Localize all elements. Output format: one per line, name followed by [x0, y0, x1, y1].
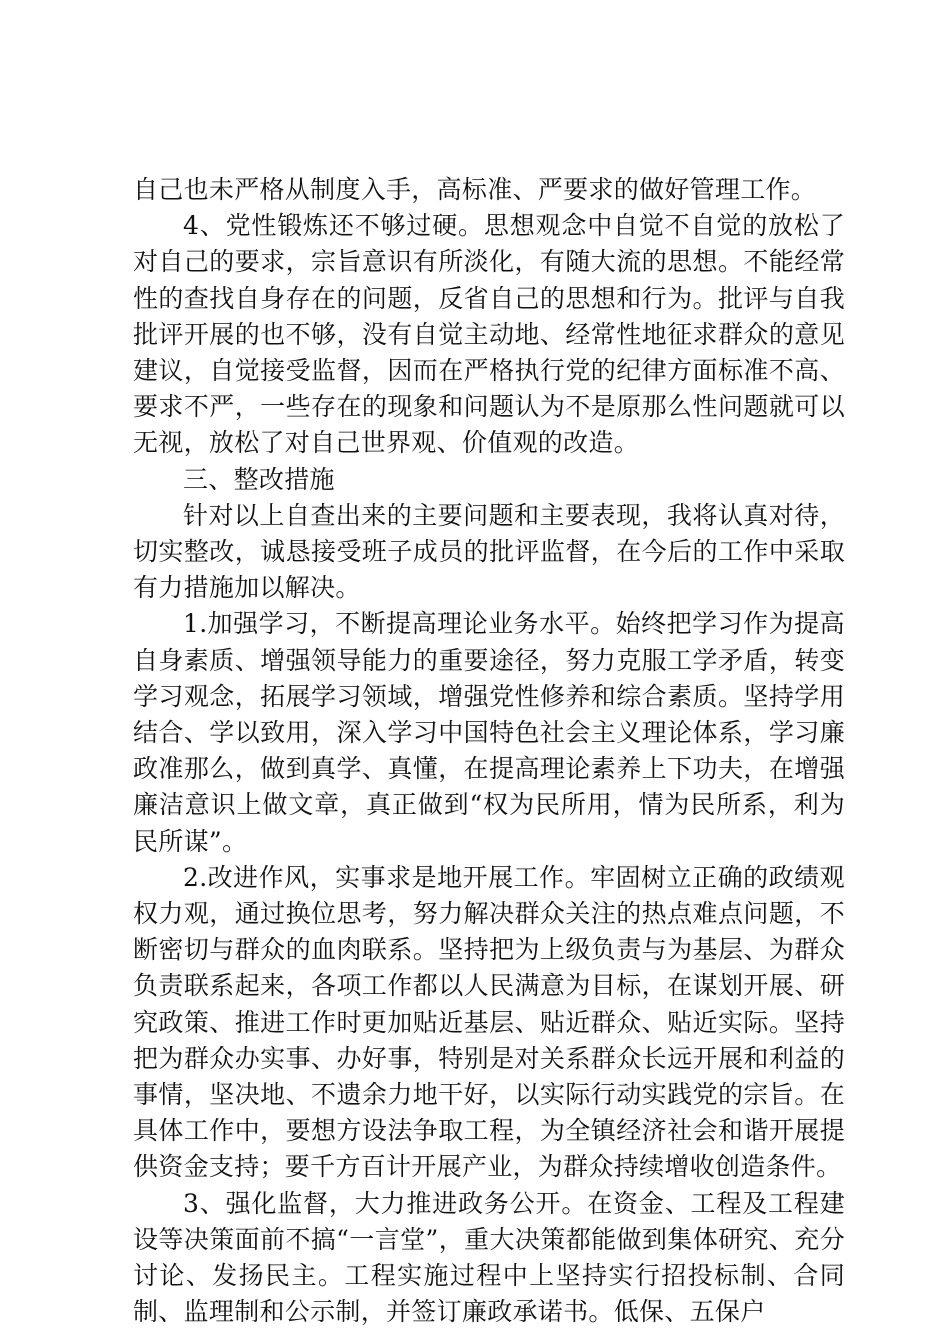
- paragraph-continuation: 自己也未严格从制度入手，高标准、严要求的做好管理工作。: [133, 175, 817, 204]
- paragraph-measure-supervision: 3、强化监督，大力推进政务公开。在资金、工程及工程建设等决策面前不搞“一言堂”，重大决策都能做到集体研究、充分讨论、发扬民主。工程实施过程中上坚持实行招投标制、合同制、监理制和公示制，并签订廉政承诺书。低保、五保户: [133, 1188, 845, 1327]
- paragraph-measure-work-style: 2.改进作风，实事求是地开展工作。牢固树立正确的政绩观权力观，通过换位思考，努力解决群众关注的热点难点问题，不断密切与群众的血肉联系。坚持把为上级负责与为基层、为群众负责联系起来，各项工作都以人民满意为目标，在谋划开展、研究政策、推进工作时更加贴近基层、贴近群众、贴近实际。坚持把为群众办实事、办好事，特别是对关系群众长远开展和利益的事情，坚决地、不遗余力地干好，以实际行动实践党的宗旨。在具体工作中，要想方设法争取工程，为全镇经济社会和谐开展提供资金支持；要千方百计开展产业，为群众持续增收创造条件。: [133, 862, 845, 1182]
- document-body: [133, 172, 845, 1331]
- paragraph-intro-measures: 针对以上自查出来的主要问题和主要表现，我将认真对待，切实整改，诚恳接受班子成员的批评监督，在今后的工作中采取有力措施加以解决。: [133, 500, 845, 603]
- paragraph-party-spirit: 4、党性锻炼还不够过硬。思想观念中自觉不自觉的放松了对自己的要求，宗旨意识有所淡化，有随大流的思想。不能经常性的查找自身存在的问题，反省自己的思想和行为。批评与自我批评开展的也不够，没有自觉主动地、经常性地征求群众的意见建议，自觉接受监督，因而在严格执行党的纪律方面标准不高、要求不严，一些存在的现象和问题认为不是原那么性问题就可以无视，放松了对自己世界观、价值观的改造。: [133, 211, 845, 458]
- section-heading-rectification: 三、整改措施: [183, 464, 335, 494]
- paragraph-measure-study: 1.加强学习，不断提高理论业务水平。始终把学习作为提高自身素质、增强领导能力的重要途径，努力克服工学矛盾，转变学习观念，拓展学习领域，增强党性修养和综合素质。坚持学用结合、学以致用，深入学习中国特色社会主义理论体系，学习廉政准那么，做到真学、真懂，在提高理论素养上下功夫，在增强廉洁意识上做文章，真正做到“权为民所用，情为民所系，利为民所谋”。: [133, 609, 845, 856]
